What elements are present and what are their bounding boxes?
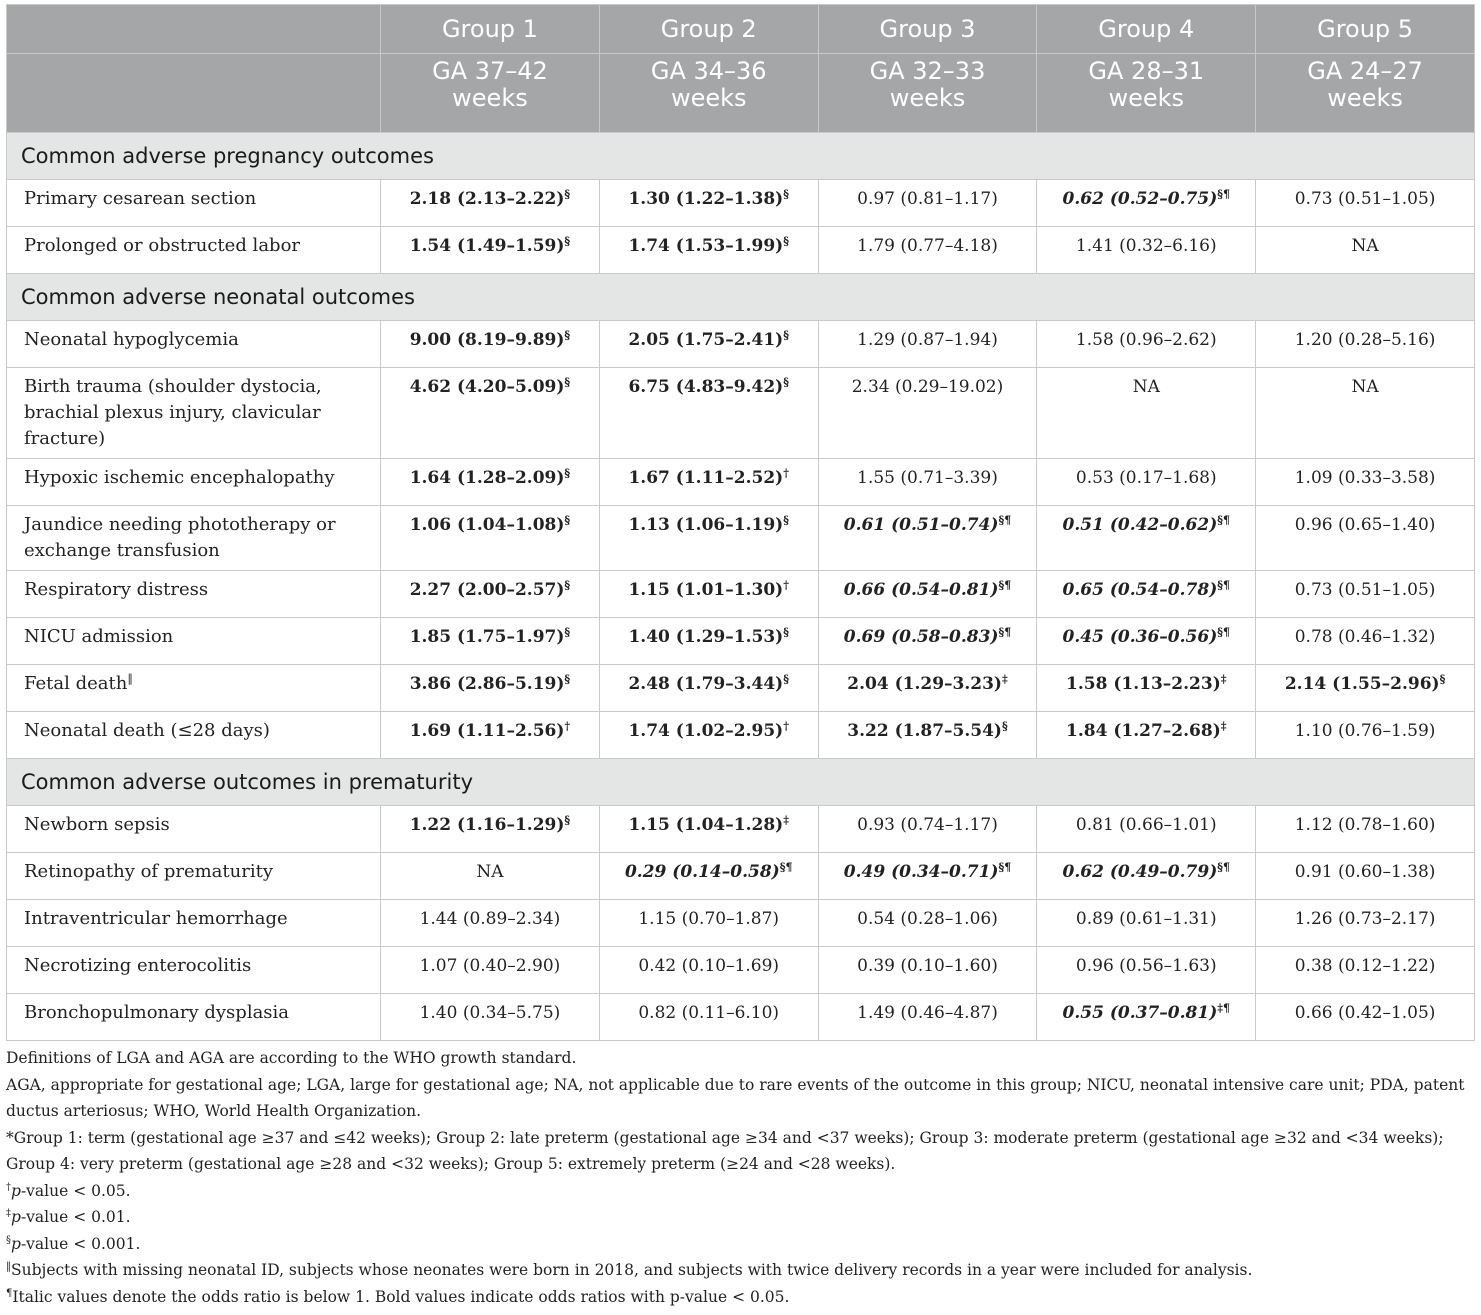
odds-ratio-cell: NA bbox=[1256, 227, 1475, 274]
odds-ratio-cell: 1.15 (1.04–1.28)‡ bbox=[599, 806, 818, 853]
odds-ratio-table bbox=[6, 4, 1475, 1041]
results-table-container bbox=[6, 4, 1475, 1310]
footnote-abbreviations: AGA, appropriate for gestational age; LGA, large for gestational age; NA, not applicable due to rare events of the outcome in this group; NICU, neonatal intensive care unit; PDA, patent ductus arteriosus; WHO, World Health Organization. bbox=[6, 1075, 1465, 1120]
odds-ratio-cell: 1.15 (0.70–1.87) bbox=[599, 900, 818, 947]
odds-ratio-cell: 0.38 (0.12–1.22) bbox=[1256, 947, 1475, 994]
odds-ratio-cell: 1.49 (0.46–4.87) bbox=[818, 994, 1037, 1041]
odds-ratio-cell: 0.54 (0.28–1.06) bbox=[818, 900, 1037, 947]
odds-ratio-cell: 0.65 (0.54–0.78)§¶ bbox=[1037, 571, 1256, 618]
odds-ratio-cell: 2.34 (0.29–19.02) bbox=[818, 368, 1037, 459]
odds-ratio-cell: 2.14 (1.55–2.96)§ bbox=[1256, 665, 1475, 712]
table-header bbox=[7, 5, 1475, 133]
odds-ratio-cell: 1.64 (1.28–2.09)§ bbox=[381, 459, 600, 506]
group-2-range: GA 34–36 weeks bbox=[599, 54, 818, 133]
odds-ratio-cell: 4.62 (4.20–5.09)§ bbox=[381, 368, 600, 459]
odds-ratio-cell: 0.39 (0.10–1.60) bbox=[818, 947, 1037, 994]
odds-ratio-cell: 1.07 (0.40–2.90) bbox=[381, 947, 600, 994]
group-5-range: GA 24–27 weeks bbox=[1256, 54, 1475, 133]
odds-ratio-cell: 0.93 (0.74–1.17) bbox=[818, 806, 1037, 853]
odds-ratio-cell: 1.79 (0.77–4.18) bbox=[818, 227, 1037, 274]
odds-ratio-cell: 3.22 (1.87–5.54)§ bbox=[818, 712, 1037, 759]
odds-ratio-cell: 0.45 (0.36–0.56)§¶ bbox=[1037, 618, 1256, 665]
odds-ratio-cell: 2.48 (1.79–3.44)§ bbox=[599, 665, 818, 712]
outcome-label: Fetal death‖ bbox=[7, 665, 381, 712]
odds-ratio-cell: 0.49 (0.34–0.71)§¶ bbox=[818, 853, 1037, 900]
odds-ratio-cell: 3.86 (2.86–5.19)§ bbox=[381, 665, 600, 712]
odds-ratio-cell: NA bbox=[1256, 368, 1475, 459]
outcome-label: Bronchopulmonary dysplasia bbox=[7, 994, 381, 1041]
footnote-parallel: ‖Subjects with missing neonatal ID, subjects whose neonates were born in 2018, and subjects with twice delivery records in a year were included for analysis. bbox=[6, 1260, 1253, 1279]
odds-ratio-cell: 1.29 (0.87–1.94) bbox=[818, 321, 1037, 368]
odds-ratio-cell: 1.09 (0.33–3.58) bbox=[1256, 459, 1475, 506]
group-4-range: GA 28–31 weeks bbox=[1037, 54, 1256, 133]
odds-ratio-cell: 1.74 (1.02–2.95)† bbox=[599, 712, 818, 759]
outcome-label: Jaundice needing phototherapy or exchange transfusion bbox=[7, 506, 381, 571]
table-row bbox=[7, 853, 1475, 900]
section-header bbox=[7, 759, 1475, 806]
section-title: Common adverse pregnancy outcomes bbox=[7, 133, 1475, 180]
footnote-pilcrow: ¶Italic values denote the odds ratio is below 1. Bold values indicate odds ratios with p-value < 0.05. bbox=[6, 1287, 790, 1306]
odds-ratio-cell: 0.51 (0.42–0.62)§¶ bbox=[1037, 506, 1256, 571]
table-row bbox=[7, 665, 1475, 712]
odds-ratio-cell: 1.44 (0.89–2.34) bbox=[381, 900, 600, 947]
odds-ratio-cell: 1.67 (1.11–2.52)† bbox=[599, 459, 818, 506]
table-row bbox=[7, 618, 1475, 665]
odds-ratio-cell: 1.20 (0.28–5.16) bbox=[1256, 321, 1475, 368]
odds-ratio-cell: 1.13 (1.06–1.19)§ bbox=[599, 506, 818, 571]
odds-ratio-cell: 0.61 (0.51–0.74)§¶ bbox=[818, 506, 1037, 571]
outcome-label: Prolonged or obstructed labor bbox=[7, 227, 381, 274]
outcome-label: Respiratory distress bbox=[7, 571, 381, 618]
table-row bbox=[7, 321, 1475, 368]
outcome-label: Intraventricular hemorrhage bbox=[7, 900, 381, 947]
odds-ratio-cell: 0.69 (0.58–0.83)§¶ bbox=[818, 618, 1037, 665]
odds-ratio-cell: 0.96 (0.65–1.40) bbox=[1256, 506, 1475, 571]
table-row bbox=[7, 506, 1475, 571]
odds-ratio-cell: 0.66 (0.54–0.81)§¶ bbox=[818, 571, 1037, 618]
odds-ratio-cell: 1.84 (1.27–2.68)‡ bbox=[1037, 712, 1256, 759]
outcome-label: Hypoxic ischemic encephalopathy bbox=[7, 459, 381, 506]
odds-ratio-cell: 0.42 (0.10–1.69) bbox=[599, 947, 818, 994]
odds-ratio-cell: 0.97 (0.81–1.17) bbox=[818, 180, 1037, 227]
group-4-name: Group 4 bbox=[1037, 5, 1256, 54]
odds-ratio-cell: 2.18 (2.13–2.22)§ bbox=[381, 180, 600, 227]
odds-ratio-cell: 1.30 (1.22–1.38)§ bbox=[599, 180, 818, 227]
group-1-range: GA 37–42 weeks bbox=[381, 54, 600, 133]
table-row bbox=[7, 947, 1475, 994]
group-3-name: Group 3 bbox=[818, 5, 1037, 54]
outcome-label: Primary cesarean section bbox=[7, 180, 381, 227]
section-header bbox=[7, 133, 1475, 180]
odds-ratio-cell: NA bbox=[381, 853, 600, 900]
odds-ratio-cell: 0.62 (0.49–0.79)§¶ bbox=[1037, 853, 1256, 900]
table-body bbox=[7, 133, 1475, 1041]
odds-ratio-cell: 0.73 (0.51–1.05) bbox=[1256, 571, 1475, 618]
odds-ratio-cell: 1.55 (0.71–3.39) bbox=[818, 459, 1037, 506]
odds-ratio-cell: 0.73 (0.51–1.05) bbox=[1256, 180, 1475, 227]
odds-ratio-cell: 2.04 (1.29–3.23)‡ bbox=[818, 665, 1037, 712]
odds-ratio-cell: 1.40 (0.34–5.75) bbox=[381, 994, 600, 1041]
odds-ratio-cell: 1.15 (1.01–1.30)† bbox=[599, 571, 818, 618]
outcome-label: Neonatal death (≤28 days) bbox=[7, 712, 381, 759]
table-row bbox=[7, 994, 1475, 1041]
odds-ratio-cell: 1.85 (1.75–1.97)§ bbox=[381, 618, 600, 665]
footnote-dagger: †p-value < 0.05. bbox=[6, 1181, 131, 1200]
odds-ratio-cell: 0.96 (0.56–1.63) bbox=[1037, 947, 1256, 994]
odds-ratio-cell: 1.58 (1.13–2.23)‡ bbox=[1037, 665, 1256, 712]
odds-ratio-cell: NA bbox=[1037, 368, 1256, 459]
outcome-label: NICU admission bbox=[7, 618, 381, 665]
odds-ratio-cell: 1.06 (1.04–1.08)§ bbox=[381, 506, 600, 571]
outcome-label: Birth trauma (shoulder dystocia, brachial plexus injury, clavicular fracture) bbox=[7, 368, 381, 459]
odds-ratio-cell: 9.00 (8.19–9.89)§ bbox=[381, 321, 600, 368]
table-footnotes bbox=[6, 1045, 1475, 1310]
odds-ratio-cell: 0.89 (0.61–1.31) bbox=[1037, 900, 1256, 947]
odds-ratio-cell: 0.29 (0.14–0.58)§¶ bbox=[599, 853, 818, 900]
outcome-label: Neonatal hypoglycemia bbox=[7, 321, 381, 368]
outcome-label: Retinopathy of prematurity bbox=[7, 853, 381, 900]
table-row bbox=[7, 368, 1475, 459]
group-3-range: GA 32–33 weeks bbox=[818, 54, 1037, 133]
group-1-name: Group 1 bbox=[381, 5, 600, 54]
header-corner-2 bbox=[7, 54, 381, 133]
section-title: Common adverse neonatal outcomes bbox=[7, 274, 1475, 321]
table-row bbox=[7, 806, 1475, 853]
odds-ratio-cell: 0.78 (0.46–1.32) bbox=[1256, 618, 1475, 665]
odds-ratio-cell: 0.66 (0.42–1.05) bbox=[1256, 994, 1475, 1041]
odds-ratio-cell: 6.75 (4.83–9.42)§ bbox=[599, 368, 818, 459]
odds-ratio-cell: 1.54 (1.49–1.59)§ bbox=[381, 227, 600, 274]
odds-ratio-cell: 1.74 (1.53–1.99)§ bbox=[599, 227, 818, 274]
table-row bbox=[7, 180, 1475, 227]
odds-ratio-cell: 1.12 (0.78–1.60) bbox=[1256, 806, 1475, 853]
group-2-name: Group 2 bbox=[599, 5, 818, 54]
odds-ratio-cell: 0.91 (0.60–1.38) bbox=[1256, 853, 1475, 900]
table-row bbox=[7, 900, 1475, 947]
footnote-groups: *Group 1: term (gestational age ≥37 and ≤42 weeks); Group 2: late preterm (gestational age ≥34 and <37 weeks); Group 3: moderate preterm (gestational age ≥32 and <34 weeks); Group 4: very preterm (gestational age ≥28 and <32 weeks); Group 5: extremely preterm (≥24 and <28 weeks). bbox=[6, 1128, 1444, 1173]
outcome-label: Newborn sepsis bbox=[7, 806, 381, 853]
odds-ratio-cell: 1.41 (0.32–6.16) bbox=[1037, 227, 1256, 274]
odds-ratio-cell: 0.53 (0.17–1.68) bbox=[1037, 459, 1256, 506]
odds-ratio-cell: 0.81 (0.66–1.01) bbox=[1037, 806, 1256, 853]
table-row bbox=[7, 459, 1475, 506]
outcome-label: Necrotizing enterocolitis bbox=[7, 947, 381, 994]
section-header bbox=[7, 274, 1475, 321]
table-row bbox=[7, 227, 1475, 274]
odds-ratio-cell: 2.27 (2.00–2.57)§ bbox=[381, 571, 600, 618]
odds-ratio-cell: 2.05 (1.75–2.41)§ bbox=[599, 321, 818, 368]
odds-ratio-cell: 1.22 (1.16–1.29)§ bbox=[381, 806, 600, 853]
footnote-section: §p-value < 0.001. bbox=[6, 1234, 141, 1253]
table-row bbox=[7, 712, 1475, 759]
table-row bbox=[7, 571, 1475, 618]
footnote-definitions: Definitions of LGA and AGA are according to the WHO growth standard. bbox=[6, 1049, 577, 1067]
odds-ratio-cell: 1.40 (1.29–1.53)§ bbox=[599, 618, 818, 665]
odds-ratio-cell: 1.26 (0.73–2.17) bbox=[1256, 900, 1475, 947]
odds-ratio-cell: 1.69 (1.11–2.56)† bbox=[381, 712, 600, 759]
odds-ratio-cell: 1.58 (0.96–2.62) bbox=[1037, 321, 1256, 368]
odds-ratio-cell: 1.10 (0.76–1.59) bbox=[1256, 712, 1475, 759]
footnote-double-dagger: ‡p-value < 0.01. bbox=[6, 1207, 131, 1226]
header-corner bbox=[7, 5, 381, 54]
section-title: Common adverse outcomes in prematurity bbox=[7, 759, 1475, 806]
odds-ratio-cell: 0.82 (0.11–6.10) bbox=[599, 994, 818, 1041]
odds-ratio-cell: 0.62 (0.52–0.75)§¶ bbox=[1037, 180, 1256, 227]
odds-ratio-cell: 0.55 (0.37–0.81)‡¶ bbox=[1037, 994, 1256, 1041]
group-5-name: Group 5 bbox=[1256, 5, 1475, 54]
